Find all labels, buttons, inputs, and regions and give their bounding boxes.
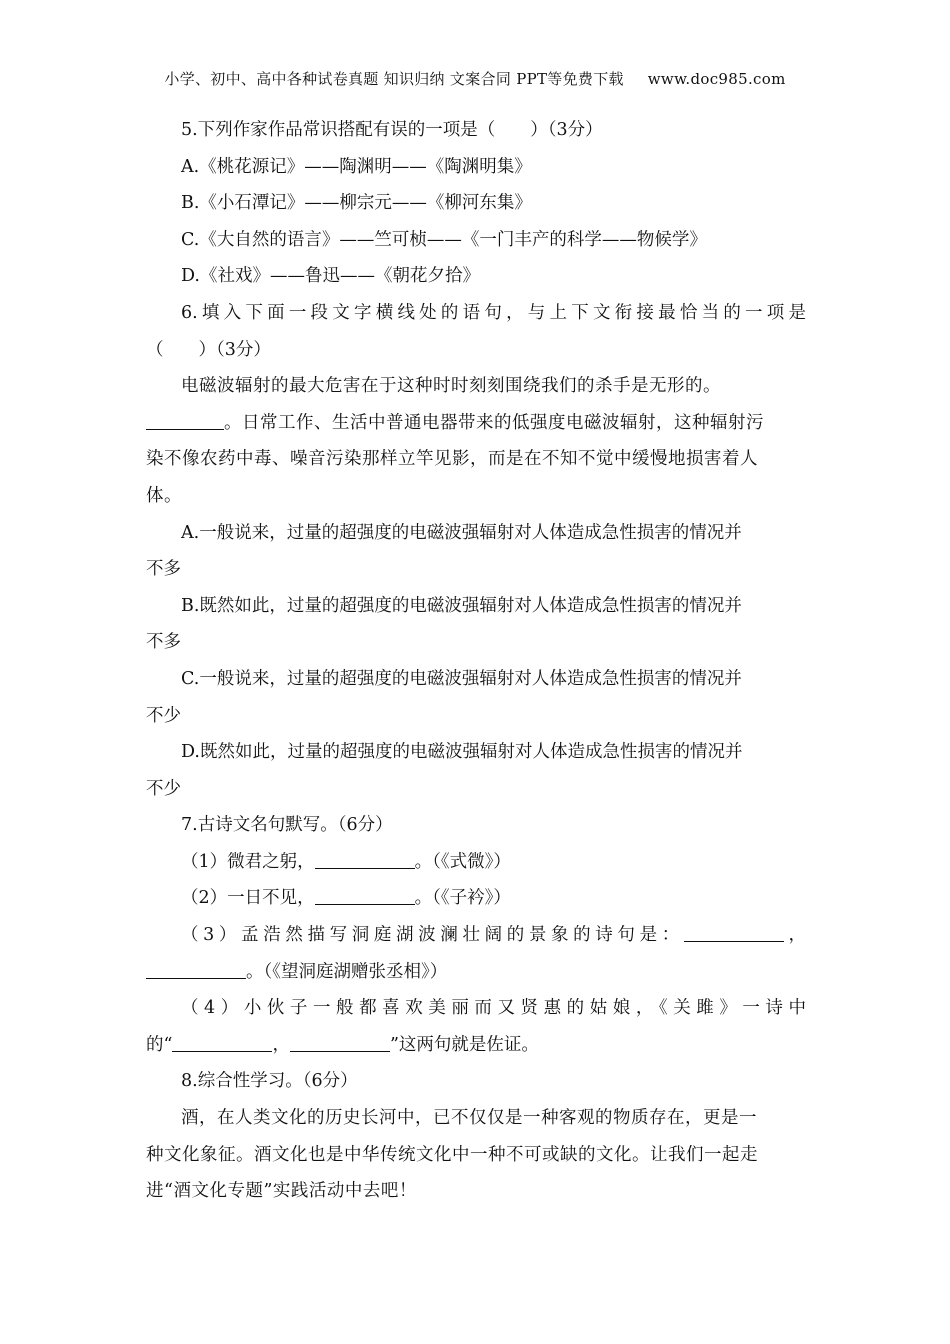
q7-stem: 7.古诗文名句默写。（6分） <box>181 815 393 836</box>
q7-item3-mid: ， <box>783 925 806 946</box>
q7-item3-blank1 <box>684 924 784 943</box>
q7-item4-post: ”这两句就是佐证。 <box>389 1034 539 1055</box>
page-header <box>0 68 950 89</box>
q5-option-b: B.《小石潭记》——柳宗元——《柳河东集》 <box>181 193 532 214</box>
q7-item3-line1 <box>146 917 806 954</box>
q7-item3-line2 <box>146 954 806 991</box>
q6-option-d-line1: D.既然如此，过量的超强度的电磁波强辐射对人体造成急性损害的情况并 <box>181 742 743 763</box>
q6-option-a-line2: 不多 <box>146 559 181 580</box>
q7-item3-post: 。（《望洞庭湖赠张丞相》） <box>246 961 448 982</box>
q8-text-line1: 酒，在人类文化的历史长河中，已不仅仅是一种客观的物质存在，更是一 <box>181 1108 757 1129</box>
q6-passage-line2 <box>146 405 806 442</box>
q8-text-line2: 种文化象征。酒文化也是中华传统文化中一种不可或缺的文化。让我们一起走 <box>146 1144 758 1165</box>
document-body <box>146 112 806 1210</box>
q6-passage-line4: 体。 <box>146 485 182 506</box>
q6-passage-blank <box>146 411 224 430</box>
q5-option-a: A.《桃花源记》——陶渊明——《陶渊明集》 <box>181 156 532 177</box>
q7-item4-mid: ， <box>272 1034 290 1055</box>
q6-option-b-line1: B.既然如此，过量的超强度的电磁波强辐射对人体造成急性损害的情况并 <box>181 595 742 616</box>
q7-item2-blank <box>315 887 415 906</box>
q6-passage-line2-text: 。日常工作、生活中普通电器带来的低强度电磁波辐射，这种辐射污 <box>224 412 764 433</box>
q5-stem: 5.下列作家作品常识搭配有误的一项是（ ）（3分） <box>181 120 603 140</box>
q8-stem: 8.综合性学习。（6分） <box>181 1071 358 1092</box>
q6-option-c-line1: C.一般说来，过量的超强度的电磁波强辐射对人体造成急性损害的情况并 <box>181 668 742 689</box>
header-text: 小学、初中、高中各种试卷真题 知识归纳 文案合同 PPT等免费下载 <box>164 70 624 88</box>
q6-option-d-line2: 不少 <box>146 778 181 799</box>
q7-item4-line1: （4）小伙子一般都喜欢美丽而又贤惠的姑娘，《关雎》一诗中 <box>181 998 806 1019</box>
q7-item4-blank1 <box>172 1033 272 1052</box>
q5-option-c: C.《大自然的语言》——竺可桢——《一门丰产的科学——物候学》 <box>181 229 707 250</box>
q5-option-d: D.《社戏》——鲁迅——《朝花夕拾》 <box>181 266 480 287</box>
q6-stem-line1: 6.填入下面一段文字横线处的语句，与上下文衔接最恰当的一项是 <box>181 302 806 323</box>
q6-stem-line2: （ ）（3分） <box>146 339 271 360</box>
q7-item1-pre: （1）微君之躬， <box>181 851 315 872</box>
q6-passage-line3: 染不像农药中毒、噪音污染那样立竿见影，而是在不知不觉中缓慢地损害着人 <box>146 449 758 470</box>
q7-item3-pre: （3）孟浩然描写洞庭湖波澜壮阔的景象的诗句是： <box>181 925 684 946</box>
q7-item4-blank2 <box>290 1033 390 1052</box>
q7-item2 <box>146 880 806 917</box>
q7-item3-blank2 <box>146 960 246 979</box>
header-url: www.doc985.com <box>647 70 786 88</box>
q6-option-c-line2: 不少 <box>146 705 181 726</box>
q7-item2-pre: （2）一日不见， <box>181 888 315 909</box>
q7-item1-blank <box>315 850 415 869</box>
q7-item2-post: 。（《子衿》） <box>414 888 511 909</box>
q6-option-a-line1: A.一般说来，过量的超强度的电磁波强辐射对人体造成急性损害的情况并 <box>181 522 742 543</box>
q7-item4-line2 <box>146 1027 806 1064</box>
q6-option-b-line2: 不多 <box>146 632 181 653</box>
q6-passage-line1: 电磁波辐射的最大危害在于这种时时刻刻围绕我们的杀手是无形的。 <box>181 376 721 397</box>
q8-text-line3: 进“酒文化专题”实践活动中去吧！ <box>146 1181 417 1202</box>
q7-item1 <box>146 844 806 881</box>
q7-item1-post: 。（《式微》） <box>414 851 511 872</box>
q7-item4-pre: 的“ <box>146 1034 173 1055</box>
